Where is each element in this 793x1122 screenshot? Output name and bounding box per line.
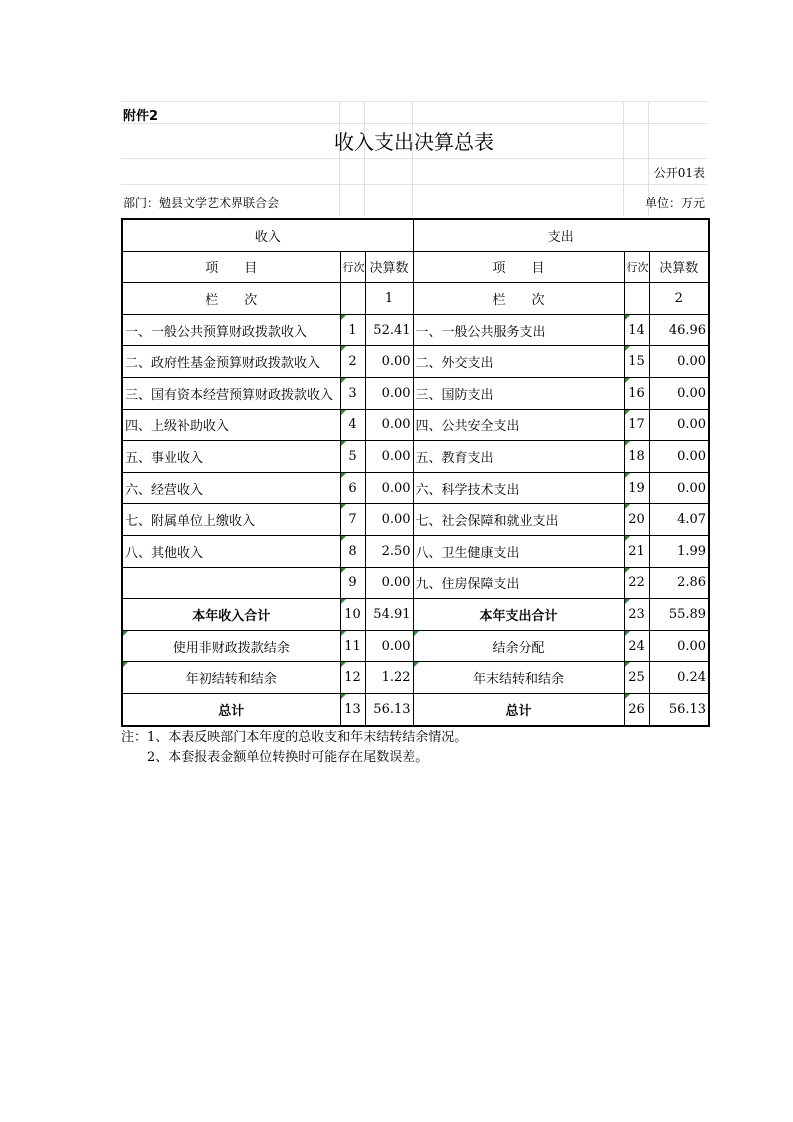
income-row-no: 12	[340, 662, 365, 694]
expense-row-no: 25	[624, 662, 649, 694]
income-item: 年初结转和结余	[122, 662, 340, 694]
income-row-no: 10	[340, 599, 365, 631]
expense-value: 1.99	[649, 535, 709, 567]
expense-row-header: 行次	[624, 251, 649, 283]
income-row-no: 9	[340, 567, 365, 599]
expense-header: 支出	[413, 219, 709, 251]
income-item: 五、事业收入	[122, 441, 340, 473]
income-value: 0.00	[365, 377, 413, 409]
income-row-header: 行次	[340, 251, 365, 283]
unit-label: 单位：万元	[644, 196, 705, 210]
expense-value: 4.07	[649, 504, 709, 536]
expense-value: 0.00	[649, 630, 709, 662]
income-value: 0.00	[365, 630, 413, 662]
expense-row-no: 21	[624, 535, 649, 567]
expense-total-label: 总计	[413, 693, 624, 725]
table-row	[122, 535, 709, 567]
income-subtotal-value: 54.91	[365, 599, 413, 631]
income-value: 0.00	[365, 472, 413, 504]
expense-item: 结余分配	[413, 630, 624, 662]
expense-value: 0.00	[649, 377, 709, 409]
expense-row-no: 14	[624, 314, 649, 346]
income-row-no: 5	[340, 441, 365, 473]
expense-item: 八、卫生健康支出	[413, 535, 624, 567]
income-value: 0.00	[365, 441, 413, 473]
expense-item: 年末结转和结余	[413, 662, 624, 694]
income-value: 52.41	[365, 314, 413, 346]
footnote-2: 2、本套报表金额单位转换时可能存在尾数误差。	[147, 750, 429, 765]
expense-value: 0.00	[649, 346, 709, 378]
income-column-label: 栏 次	[122, 283, 340, 315]
income-row-no: 4	[340, 409, 365, 441]
department-label: 部门：勉县文学艺术界联合会	[123, 196, 280, 210]
footnote-1: 注：1、本表反映部门本年度的总收支和年末结转结余情况。	[121, 730, 468, 745]
expense-row-no: 18	[624, 441, 649, 473]
income-value: 0.00	[365, 409, 413, 441]
income-value: 1.22	[365, 662, 413, 694]
expense-subtotal-value: 55.89	[649, 599, 709, 631]
expense-item: 一、一般公共服务支出	[413, 314, 624, 346]
income-item: 四、上级补助收入	[122, 409, 340, 441]
form-number: 公开01表	[653, 166, 705, 180]
expense-row-no: 17	[624, 409, 649, 441]
income-item: 使用非财政拨款结余	[122, 630, 340, 662]
income-row-no: 7	[340, 504, 365, 536]
income-value: 0.00	[365, 346, 413, 378]
expense-row-no: 22	[624, 567, 649, 599]
income-item: 三、国有资本经营预算财政拨款收入	[122, 377, 340, 409]
income-item: 八、其他收入	[122, 535, 340, 567]
expense-item: 九、住房保障支出	[413, 567, 624, 599]
income-item-header: 项 目	[122, 251, 340, 283]
footnotes	[121, 728, 467, 768]
expense-value: 0.24	[649, 662, 709, 694]
table-row	[122, 346, 709, 378]
expense-item-header: 项 目	[413, 251, 624, 283]
expense-value: 2.86	[649, 567, 709, 599]
income-row-no: 13	[340, 693, 365, 725]
expense-item: 二、外交支出	[413, 346, 624, 378]
expense-column-label: 栏 次	[413, 283, 624, 315]
income-item: 六、经营收入	[122, 472, 340, 504]
expense-value: 0.00	[649, 441, 709, 473]
income-value: 0.00	[365, 567, 413, 599]
page-title: 收入支出决算总表	[334, 130, 494, 154]
expense-column-number: 2	[649, 283, 709, 315]
expense-total-value: 56.13	[649, 693, 709, 725]
income-item: 二、政府性基金预算财政拨款收入	[122, 346, 340, 378]
total-row	[122, 693, 709, 725]
expense-row-no: 19	[624, 472, 649, 504]
expense-row-no: 15	[624, 346, 649, 378]
income-subtotal-label: 本年收入合计	[122, 599, 340, 631]
table-row	[122, 472, 709, 504]
income-item	[122, 567, 340, 599]
income-header: 收入	[122, 219, 413, 251]
table-row	[122, 409, 709, 441]
expense-subtotal-label: 本年支出合计	[413, 599, 624, 631]
table-row	[122, 567, 709, 599]
income-expense-table	[121, 218, 710, 727]
expense-row-no: 23	[624, 599, 649, 631]
expense-item: 五、教育支出	[413, 441, 624, 473]
attachment-label: 附件2	[123, 109, 159, 124]
expense-amount-header: 决算数	[649, 251, 709, 283]
expense-row-no: 20	[624, 504, 649, 536]
income-value: 0.00	[365, 504, 413, 536]
income-value: 2.50	[365, 535, 413, 567]
expense-value: 0.00	[649, 472, 709, 504]
income-row-no: 3	[340, 377, 365, 409]
expense-row-no: 24	[624, 630, 649, 662]
table-row	[122, 630, 709, 662]
table-row	[122, 314, 709, 346]
income-amount-header: 决算数	[365, 251, 413, 283]
income-item: 七、附属单位上缴收入	[122, 504, 340, 536]
expense-value: 46.96	[649, 314, 709, 346]
income-row-no: 1	[340, 314, 365, 346]
table-row	[122, 504, 709, 536]
expense-item: 七、社会保障和就业支出	[413, 504, 624, 536]
expense-item: 六、科学技术支出	[413, 472, 624, 504]
income-row-no: 6	[340, 472, 365, 504]
expense-value: 0.00	[649, 409, 709, 441]
table-row	[122, 662, 709, 694]
income-row-no: 11	[340, 630, 365, 662]
income-total-label: 总计	[122, 693, 340, 725]
income-row-no: 2	[340, 346, 365, 378]
income-column-number: 1	[365, 283, 413, 315]
expense-row-no: 26	[624, 693, 649, 725]
expense-item: 四、公共安全支出	[413, 409, 624, 441]
expense-item: 三、国防支出	[413, 377, 624, 409]
income-item: 一、一般公共预算财政拨款收入	[122, 314, 340, 346]
expense-row-no: 16	[624, 377, 649, 409]
table-row	[122, 377, 709, 409]
sheet-header-area	[121, 101, 707, 216]
subtotal-row	[122, 599, 709, 631]
income-row-no: 8	[340, 535, 365, 567]
table-row	[122, 441, 709, 473]
income-total-value: 56.13	[365, 693, 413, 725]
